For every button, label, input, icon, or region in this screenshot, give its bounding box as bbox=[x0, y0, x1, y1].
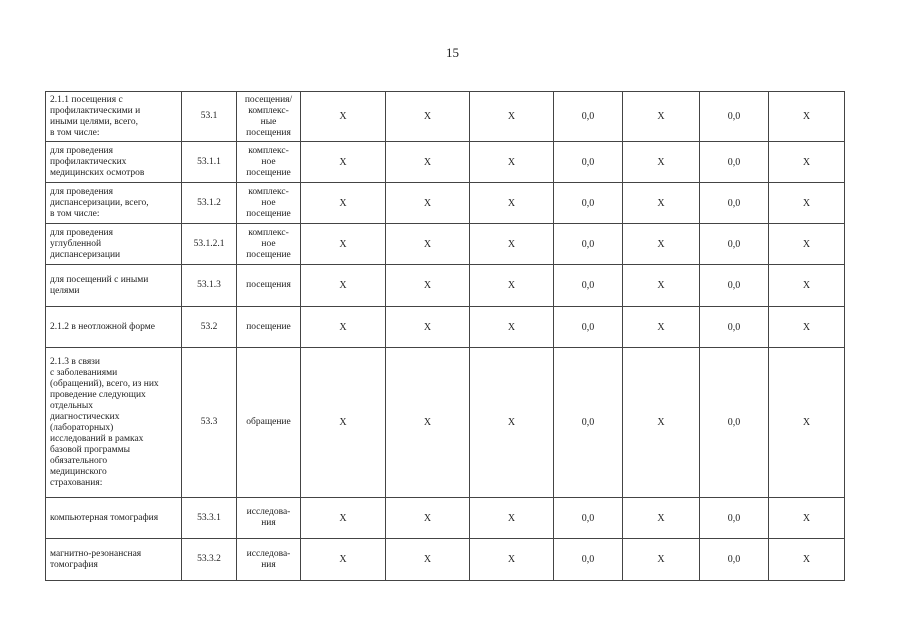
value-cell: X bbox=[769, 142, 845, 183]
value-cell: X bbox=[623, 224, 700, 265]
value-cell: X bbox=[769, 348, 845, 498]
value-cell: 0,0 bbox=[700, 265, 769, 307]
value-cell: 0,0 bbox=[700, 142, 769, 183]
row-name-cell: магнитно-резонансная томография bbox=[46, 539, 182, 581]
value-cell: X bbox=[301, 307, 386, 348]
value-cell: X bbox=[386, 92, 470, 142]
row-unit-cell: посещения bbox=[237, 265, 301, 307]
value-cell: X bbox=[386, 348, 470, 498]
table-row bbox=[46, 183, 845, 224]
value-cell: 0,0 bbox=[700, 92, 769, 142]
value-cell: X bbox=[470, 307, 554, 348]
value-cell: 0,0 bbox=[554, 224, 623, 265]
row-name-cell: для проведения углубленной диспансеризации bbox=[46, 224, 182, 265]
value-cell: X bbox=[623, 348, 700, 498]
row-code-cell: 53.1.1 bbox=[182, 142, 237, 183]
value-cell: X bbox=[301, 498, 386, 539]
value-cell: X bbox=[470, 265, 554, 307]
value-cell: X bbox=[623, 183, 700, 224]
value-cell: X bbox=[623, 92, 700, 142]
row-name-cell: 2.1.2 в неотложной форме bbox=[46, 307, 182, 348]
table-row bbox=[46, 348, 845, 498]
value-cell: X bbox=[470, 498, 554, 539]
value-cell: 0,0 bbox=[554, 265, 623, 307]
value-cell: X bbox=[386, 265, 470, 307]
value-cell: X bbox=[769, 498, 845, 539]
value-cell: X bbox=[470, 224, 554, 265]
value-cell: X bbox=[470, 92, 554, 142]
value-cell: 0,0 bbox=[700, 498, 769, 539]
value-cell: 0,0 bbox=[700, 183, 769, 224]
table-row bbox=[46, 224, 845, 265]
row-code-cell: 53.1.2 bbox=[182, 183, 237, 224]
value-cell: X bbox=[470, 183, 554, 224]
row-unit-cell: посещения/ комплекс- ные посещения bbox=[237, 92, 301, 142]
value-cell: 0,0 bbox=[700, 307, 769, 348]
table-row bbox=[46, 142, 845, 183]
value-cell: X bbox=[386, 539, 470, 581]
row-code-cell: 53.3.1 bbox=[182, 498, 237, 539]
table-row bbox=[46, 92, 845, 142]
row-name-cell: для посещений с иными целями bbox=[46, 265, 182, 307]
row-name-cell: для проведения профилактических медицинских осмотров bbox=[46, 142, 182, 183]
data-table bbox=[45, 91, 845, 581]
value-cell: X bbox=[769, 307, 845, 348]
row-unit-cell: исследова- ния bbox=[237, 539, 301, 581]
row-code-cell: 53.3.2 bbox=[182, 539, 237, 581]
row-name-cell: 2.1.1 посещения с профилактическими и иными целями, всего, в том числе: bbox=[46, 92, 182, 142]
value-cell: X bbox=[769, 265, 845, 307]
value-cell: X bbox=[386, 142, 470, 183]
value-cell: X bbox=[623, 307, 700, 348]
value-cell: 0,0 bbox=[554, 142, 623, 183]
value-cell: X bbox=[470, 348, 554, 498]
value-cell: 0,0 bbox=[554, 183, 623, 224]
value-cell: X bbox=[386, 307, 470, 348]
table-row bbox=[46, 265, 845, 307]
value-cell: 0,0 bbox=[554, 348, 623, 498]
row-code-cell: 53.3 bbox=[182, 348, 237, 498]
value-cell: X bbox=[301, 348, 386, 498]
row-name-cell: 2.1.3 в связи с заболеваниями (обращений), всего, из них проведение следующих отдельных диагностических (лабораторных) исследований в рамках базовой программы обязательного медицинского страхования: bbox=[46, 348, 182, 498]
value-cell: X bbox=[386, 498, 470, 539]
value-cell: X bbox=[769, 539, 845, 581]
value-cell: 0,0 bbox=[700, 348, 769, 498]
row-name-cell: для проведения диспансеризации, всего, в том числе: bbox=[46, 183, 182, 224]
value-cell: X bbox=[623, 498, 700, 539]
table-row bbox=[46, 498, 845, 539]
value-cell: X bbox=[623, 265, 700, 307]
value-cell: X bbox=[769, 92, 845, 142]
value-cell: X bbox=[470, 142, 554, 183]
value-cell: X bbox=[301, 183, 386, 224]
row-unit-cell: обращение bbox=[237, 348, 301, 498]
row-unit-cell: комплекс- ное посещение bbox=[237, 183, 301, 224]
value-cell: 0,0 bbox=[700, 539, 769, 581]
value-cell: 0,0 bbox=[554, 498, 623, 539]
row-code-cell: 53.1.2.1 bbox=[182, 224, 237, 265]
value-cell: X bbox=[301, 265, 386, 307]
value-cell: X bbox=[301, 539, 386, 581]
value-cell: 0,0 bbox=[700, 224, 769, 265]
value-cell: X bbox=[301, 224, 386, 265]
value-cell: X bbox=[623, 142, 700, 183]
table-row bbox=[46, 539, 845, 581]
value-cell: X bbox=[470, 539, 554, 581]
row-code-cell: 53.1 bbox=[182, 92, 237, 142]
value-cell: X bbox=[769, 183, 845, 224]
row-name-cell: компьютерная томография bbox=[46, 498, 182, 539]
row-code-cell: 53.2 bbox=[182, 307, 237, 348]
value-cell: X bbox=[301, 92, 386, 142]
value-cell: 0,0 bbox=[554, 539, 623, 581]
value-cell: X bbox=[301, 142, 386, 183]
row-unit-cell: комплекс- ное посещение bbox=[237, 142, 301, 183]
row-unit-cell: комплекс- ное посещение bbox=[237, 224, 301, 265]
value-cell: X bbox=[386, 224, 470, 265]
page-number: 15 bbox=[446, 45, 459, 60]
table-row bbox=[46, 307, 845, 348]
value-cell: X bbox=[386, 183, 470, 224]
row-code-cell: 53.1.3 bbox=[182, 265, 237, 307]
value-cell: X bbox=[623, 539, 700, 581]
row-unit-cell: исследова- ния bbox=[237, 498, 301, 539]
value-cell: 0,0 bbox=[554, 307, 623, 348]
value-cell: X bbox=[769, 224, 845, 265]
value-cell: 0,0 bbox=[554, 92, 623, 142]
row-unit-cell: посещение bbox=[237, 307, 301, 348]
